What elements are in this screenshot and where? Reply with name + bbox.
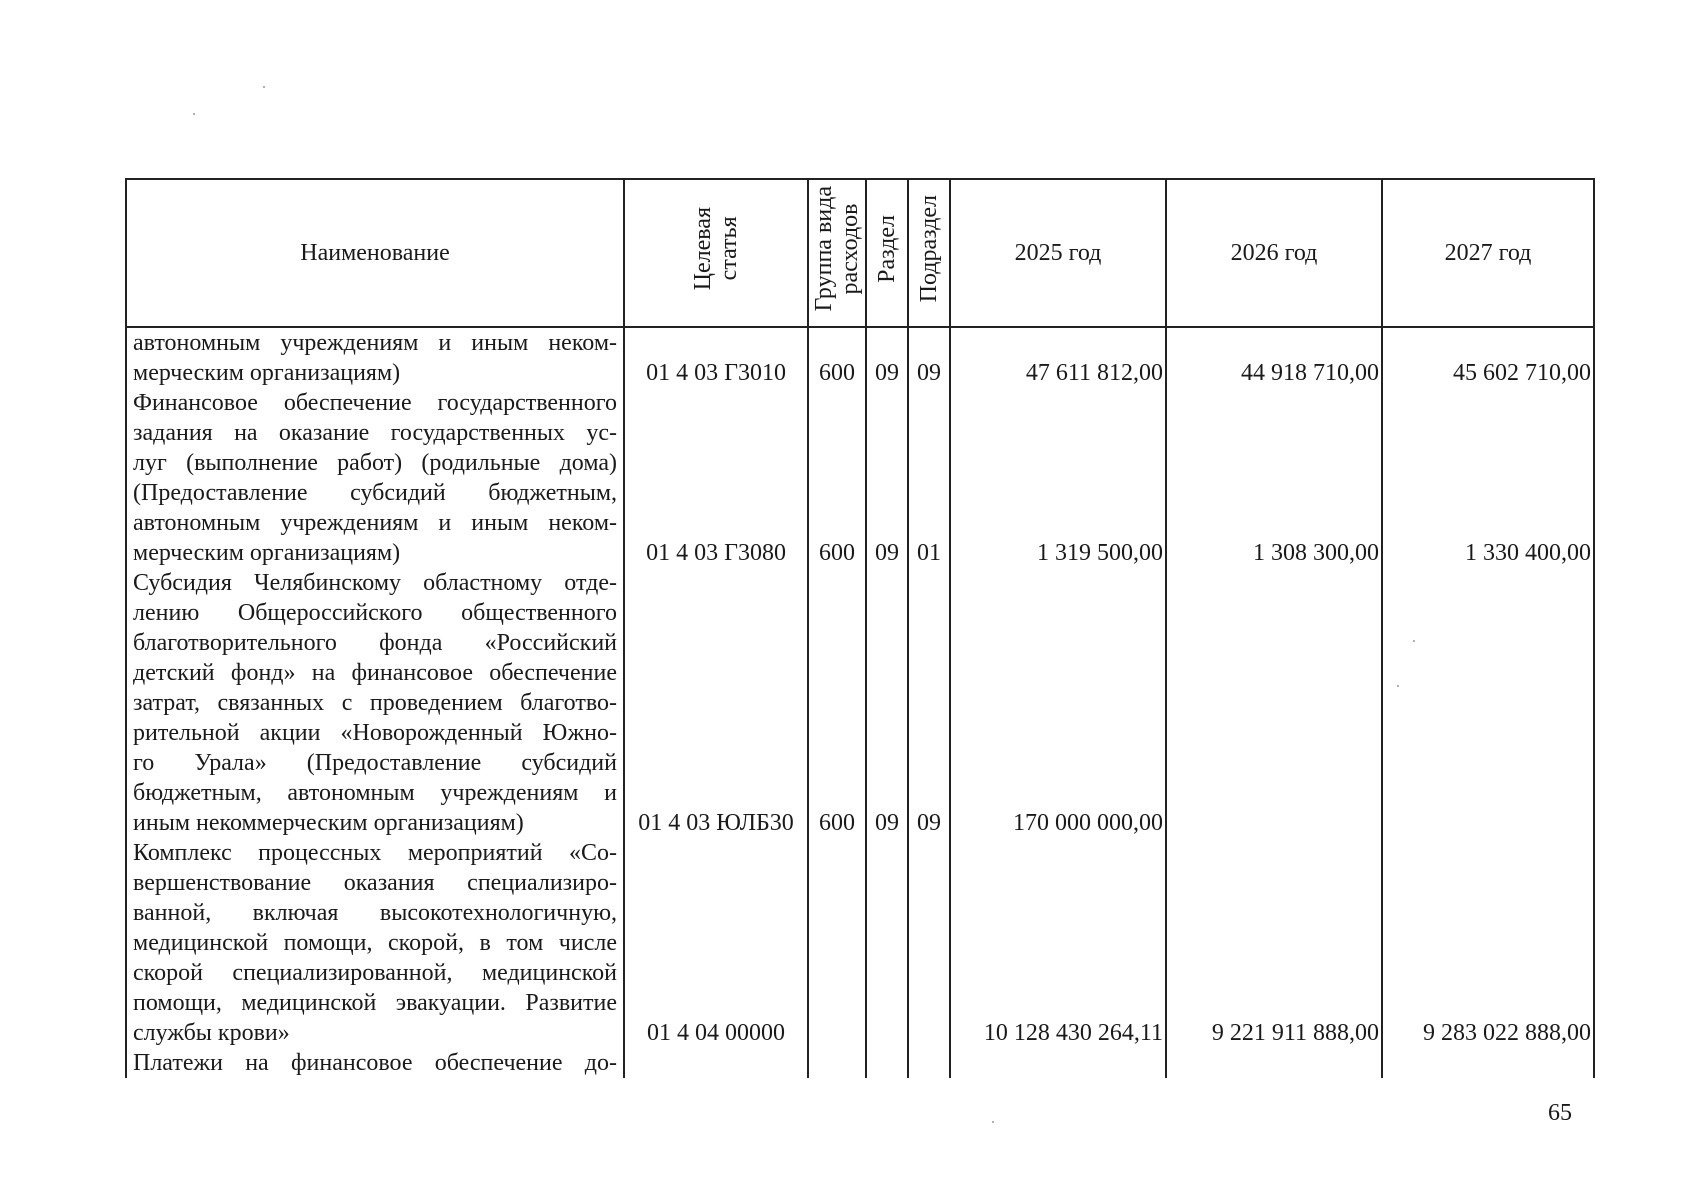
row-target-article: 01 4 04 00000	[624, 838, 808, 1048]
row-amount-2026: 9 221 911 888,00	[1166, 838, 1382, 1048]
header-subsection: Подраздел	[908, 179, 950, 327]
row-name-line: скорой специализированной, медицинской	[133, 960, 617, 986]
row-amount-2027	[1382, 568, 1594, 838]
row-subsection	[908, 1048, 950, 1078]
row-name-cell	[126, 327, 624, 388]
table-header-row	[126, 179, 1594, 327]
row-target-article: 01 4 03 ЮЛБ30	[624, 568, 808, 838]
row-name-line: вершенствование оказания специализиро-	[133, 870, 617, 896]
row-name-line: автономным учреждениям и иным неком-	[133, 510, 617, 536]
row-section	[866, 1048, 908, 1078]
row-amount-2025: 10 128 430 264,11	[950, 838, 1166, 1048]
row-amount-2026: 1 308 300,00	[1166, 388, 1382, 568]
row-name-cell	[126, 388, 624, 568]
table-row	[126, 388, 1594, 568]
row-amount-2026	[1166, 1048, 1382, 1078]
scan-speck	[1397, 685, 1399, 687]
row-amount-2026	[1166, 568, 1382, 838]
row-name-line: задания на оказание государственных ус-	[133, 420, 617, 446]
row-amount-2027: 45 602 710,00	[1382, 327, 1594, 388]
row-name-cell	[126, 838, 624, 1048]
row-name-line: медицинской помощи, скорой, в том числе	[133, 930, 617, 956]
row-name-line: Субсидия Челябинскому областному отде-	[133, 570, 617, 596]
header-target-article: Целевая статья	[624, 179, 808, 327]
row-name-line: затрат, связанных с проведением благотво-	[133, 690, 617, 716]
row-name-line: бюджетным, автономным учреждениям и	[133, 780, 617, 806]
table-row	[126, 568, 1594, 838]
row-name-line: мерческим организациям)	[133, 360, 401, 386]
row-name-line: помощи, медицинской эвакуации. Развитие	[133, 990, 617, 1016]
row-subsection: 09	[908, 568, 950, 838]
page-number: 65	[1548, 1100, 1572, 1126]
row-name-line: рительной акции «Новорожденный Южно-	[133, 720, 617, 746]
table-row	[126, 838, 1594, 1048]
row-target-article: 01 4 03 Г3010	[624, 327, 808, 388]
header-name: Наименование	[126, 179, 624, 327]
row-name-cell	[126, 568, 624, 838]
row-amount-2025: 170 000 000,00	[950, 568, 1166, 838]
row-subsection: 09	[908, 327, 950, 388]
row-expense-group: 600	[808, 568, 866, 838]
row-expense-group: 600	[808, 388, 866, 568]
row-expense-group	[808, 838, 866, 1048]
row-name-line: автономным учреждениям и иным неком-	[133, 330, 617, 356]
row-name-line: детский фонд» на финансовое обеспечение	[133, 660, 617, 686]
row-amount-2026: 44 918 710,00	[1166, 327, 1382, 388]
row-amount-2025	[950, 1048, 1166, 1078]
row-amount-2025: 47 611 812,00	[950, 327, 1166, 388]
row-target-article: 01 4 03 Г3080	[624, 388, 808, 568]
table-row	[126, 1048, 1594, 1078]
row-name-line: (Предоставление субсидий бюджетным,	[133, 480, 617, 506]
header-2027: 2027 год	[1382, 179, 1594, 327]
row-subsection	[908, 838, 950, 1048]
row-subsection: 01	[908, 388, 950, 568]
table-body	[126, 327, 1594, 1078]
row-name-line: иным некоммерческим организациям)	[133, 810, 524, 836]
table-row	[126, 327, 1594, 388]
row-name-line: Комплекс процессных мероприятий «Со-	[133, 840, 617, 866]
row-expense-group	[808, 1048, 866, 1078]
header-expense-group: Группа вида расходов	[808, 179, 866, 327]
row-name-line: Финансовое обеспечение государственного	[133, 390, 617, 416]
row-amount-2025: 1 319 500,00	[950, 388, 1166, 568]
row-name-line: лению Общероссийского общественного	[133, 600, 617, 626]
row-name-line: службы крови»	[133, 1020, 290, 1046]
row-name-line: ванной, включая высокотехнологичную,	[133, 900, 617, 926]
row-section	[866, 838, 908, 1048]
scan-speck	[193, 113, 195, 115]
scan-speck	[992, 1121, 994, 1123]
row-name-cell	[126, 1048, 624, 1078]
budget-table	[125, 178, 1595, 1078]
header-section: Раздел	[866, 179, 908, 327]
row-name-line: благотворительного фонда «Российский	[133, 630, 617, 656]
header-2026: 2026 год	[1166, 179, 1382, 327]
row-name-line: мерческим организациям)	[133, 540, 401, 566]
header-2025: 2025 год	[950, 179, 1166, 327]
scan-speck	[263, 86, 265, 88]
row-amount-2027: 9 283 022 888,00	[1382, 838, 1594, 1048]
row-section: 09	[866, 388, 908, 568]
row-target-article	[624, 1048, 808, 1078]
row-section: 09	[866, 327, 908, 388]
row-expense-group: 600	[808, 327, 866, 388]
row-name-line: го Урала» (Предоставление субсидий	[133, 750, 617, 776]
row-name-line: луг (выполнение работ) (родильные дома)	[133, 450, 617, 476]
scan-speck	[1413, 640, 1415, 642]
row-amount-2027: 1 330 400,00	[1382, 388, 1594, 568]
row-name-line: Платежи на финансовое обеспечение до-	[133, 1050, 617, 1076]
row-section: 09	[866, 568, 908, 838]
row-amount-2027	[1382, 1048, 1594, 1078]
